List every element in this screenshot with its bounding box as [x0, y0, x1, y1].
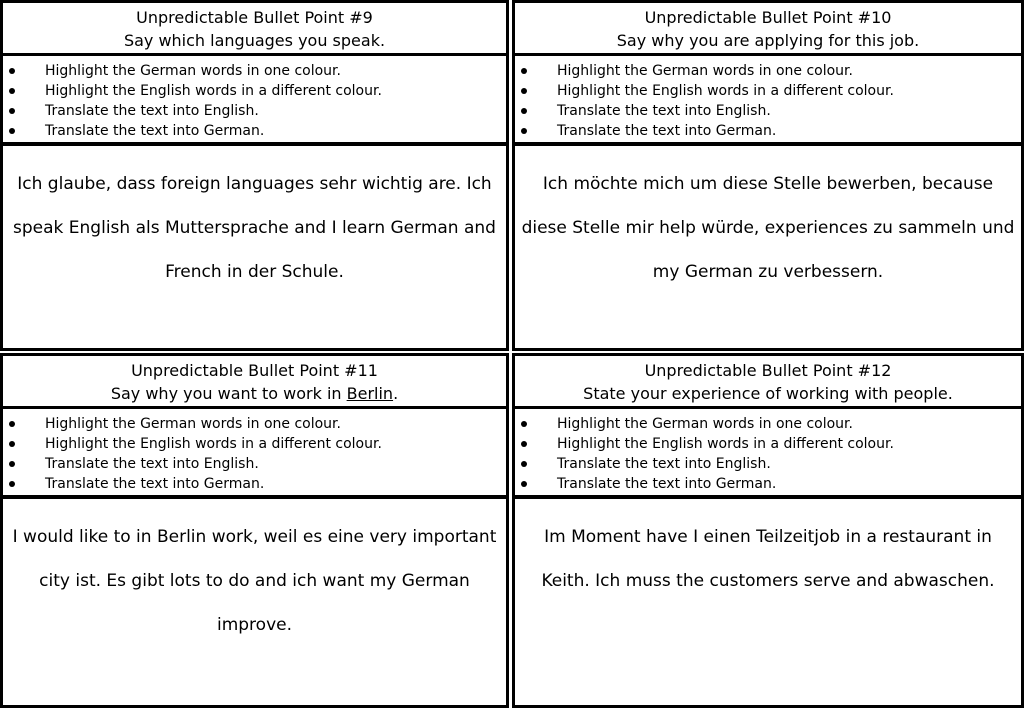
- card-prompt: Say which languages you speak.: [123, 31, 386, 50]
- card-text: Ich glaube, dass foreign languages sehr wichtig are. Ich speak English als Muttersprache and I learn German and French in der Schule.: [13, 174, 496, 282]
- task-item: Highlight the English words in a different colour.: [515, 81, 1021, 101]
- card-header: [3, 356, 506, 409]
- card-title: Unpredictable Bullet Point #12: [644, 361, 892, 380]
- card-title: Unpredictable Bullet Point #10: [644, 8, 892, 27]
- card-prompt-text: Say why you want to work in: [110, 384, 347, 403]
- card-title: Unpredictable Bullet Point #9: [136, 8, 373, 27]
- task-item: Translate the text into German.: [3, 474, 506, 494]
- task-item: Translate the text into English.: [515, 101, 1021, 121]
- task-item: Translate the text into German.: [3, 121, 506, 141]
- task-item: Highlight the German words in one colour.: [515, 414, 1021, 434]
- task-item: Translate the text into English.: [3, 454, 506, 474]
- card-header: [515, 356, 1021, 409]
- task-item: Highlight the English words in a different colour.: [3, 81, 506, 101]
- task-item: Highlight the English words in a different colour.: [3, 434, 506, 454]
- card-title: Unpredictable Bullet Point #11: [131, 361, 378, 380]
- task-item: Highlight the English words in a different colour.: [515, 434, 1021, 454]
- task-item: Translate the text into English.: [515, 454, 1021, 474]
- card-prompt-end: .: [393, 384, 399, 403]
- berlin-link[interactable]: Berlin: [346, 384, 394, 403]
- task-list: [515, 409, 1021, 499]
- card-header: [515, 3, 1021, 56]
- card-prompt: [3, 382, 506, 405]
- card-prompt: State your experience of working with people.: [583, 384, 953, 403]
- card-bullet-point-10: [512, 0, 1024, 351]
- card-bullet-point-9: [0, 0, 509, 351]
- card-bullet-point-12: [512, 353, 1024, 708]
- task-item: Translate the text into German.: [515, 474, 1021, 494]
- card-bullet-point-11: [0, 353, 509, 708]
- card-prompt: Say why you are applying for this job.: [616, 31, 920, 50]
- task-item: Highlight the German words in one colour.: [515, 61, 1021, 81]
- task-item: Translate the text into German.: [515, 121, 1021, 141]
- card-text: Im Moment have I einen Teilzeitjob in a restaurant in Keith. Ich muss the customers serve and abwaschen.: [541, 527, 995, 591]
- card-text: I would like to in Berlin work, weil es eine very important city ist. Es gibt lots to do and ich want my German improve.: [12, 527, 497, 635]
- task-list: [3, 409, 506, 499]
- task-list: [515, 56, 1021, 146]
- task-list: [3, 56, 506, 146]
- task-item: Translate the text into English.: [3, 101, 506, 121]
- card-header: [3, 3, 506, 56]
- task-item: Highlight the German words in one colour.: [3, 414, 506, 434]
- task-item: Highlight the German words in one colour.: [3, 61, 506, 81]
- card-text: Ich möchte mich um diese Stelle bewerben, because diese Stelle mir help würde, experiences zu sammeln und my German zu verbessern.: [521, 174, 1015, 282]
